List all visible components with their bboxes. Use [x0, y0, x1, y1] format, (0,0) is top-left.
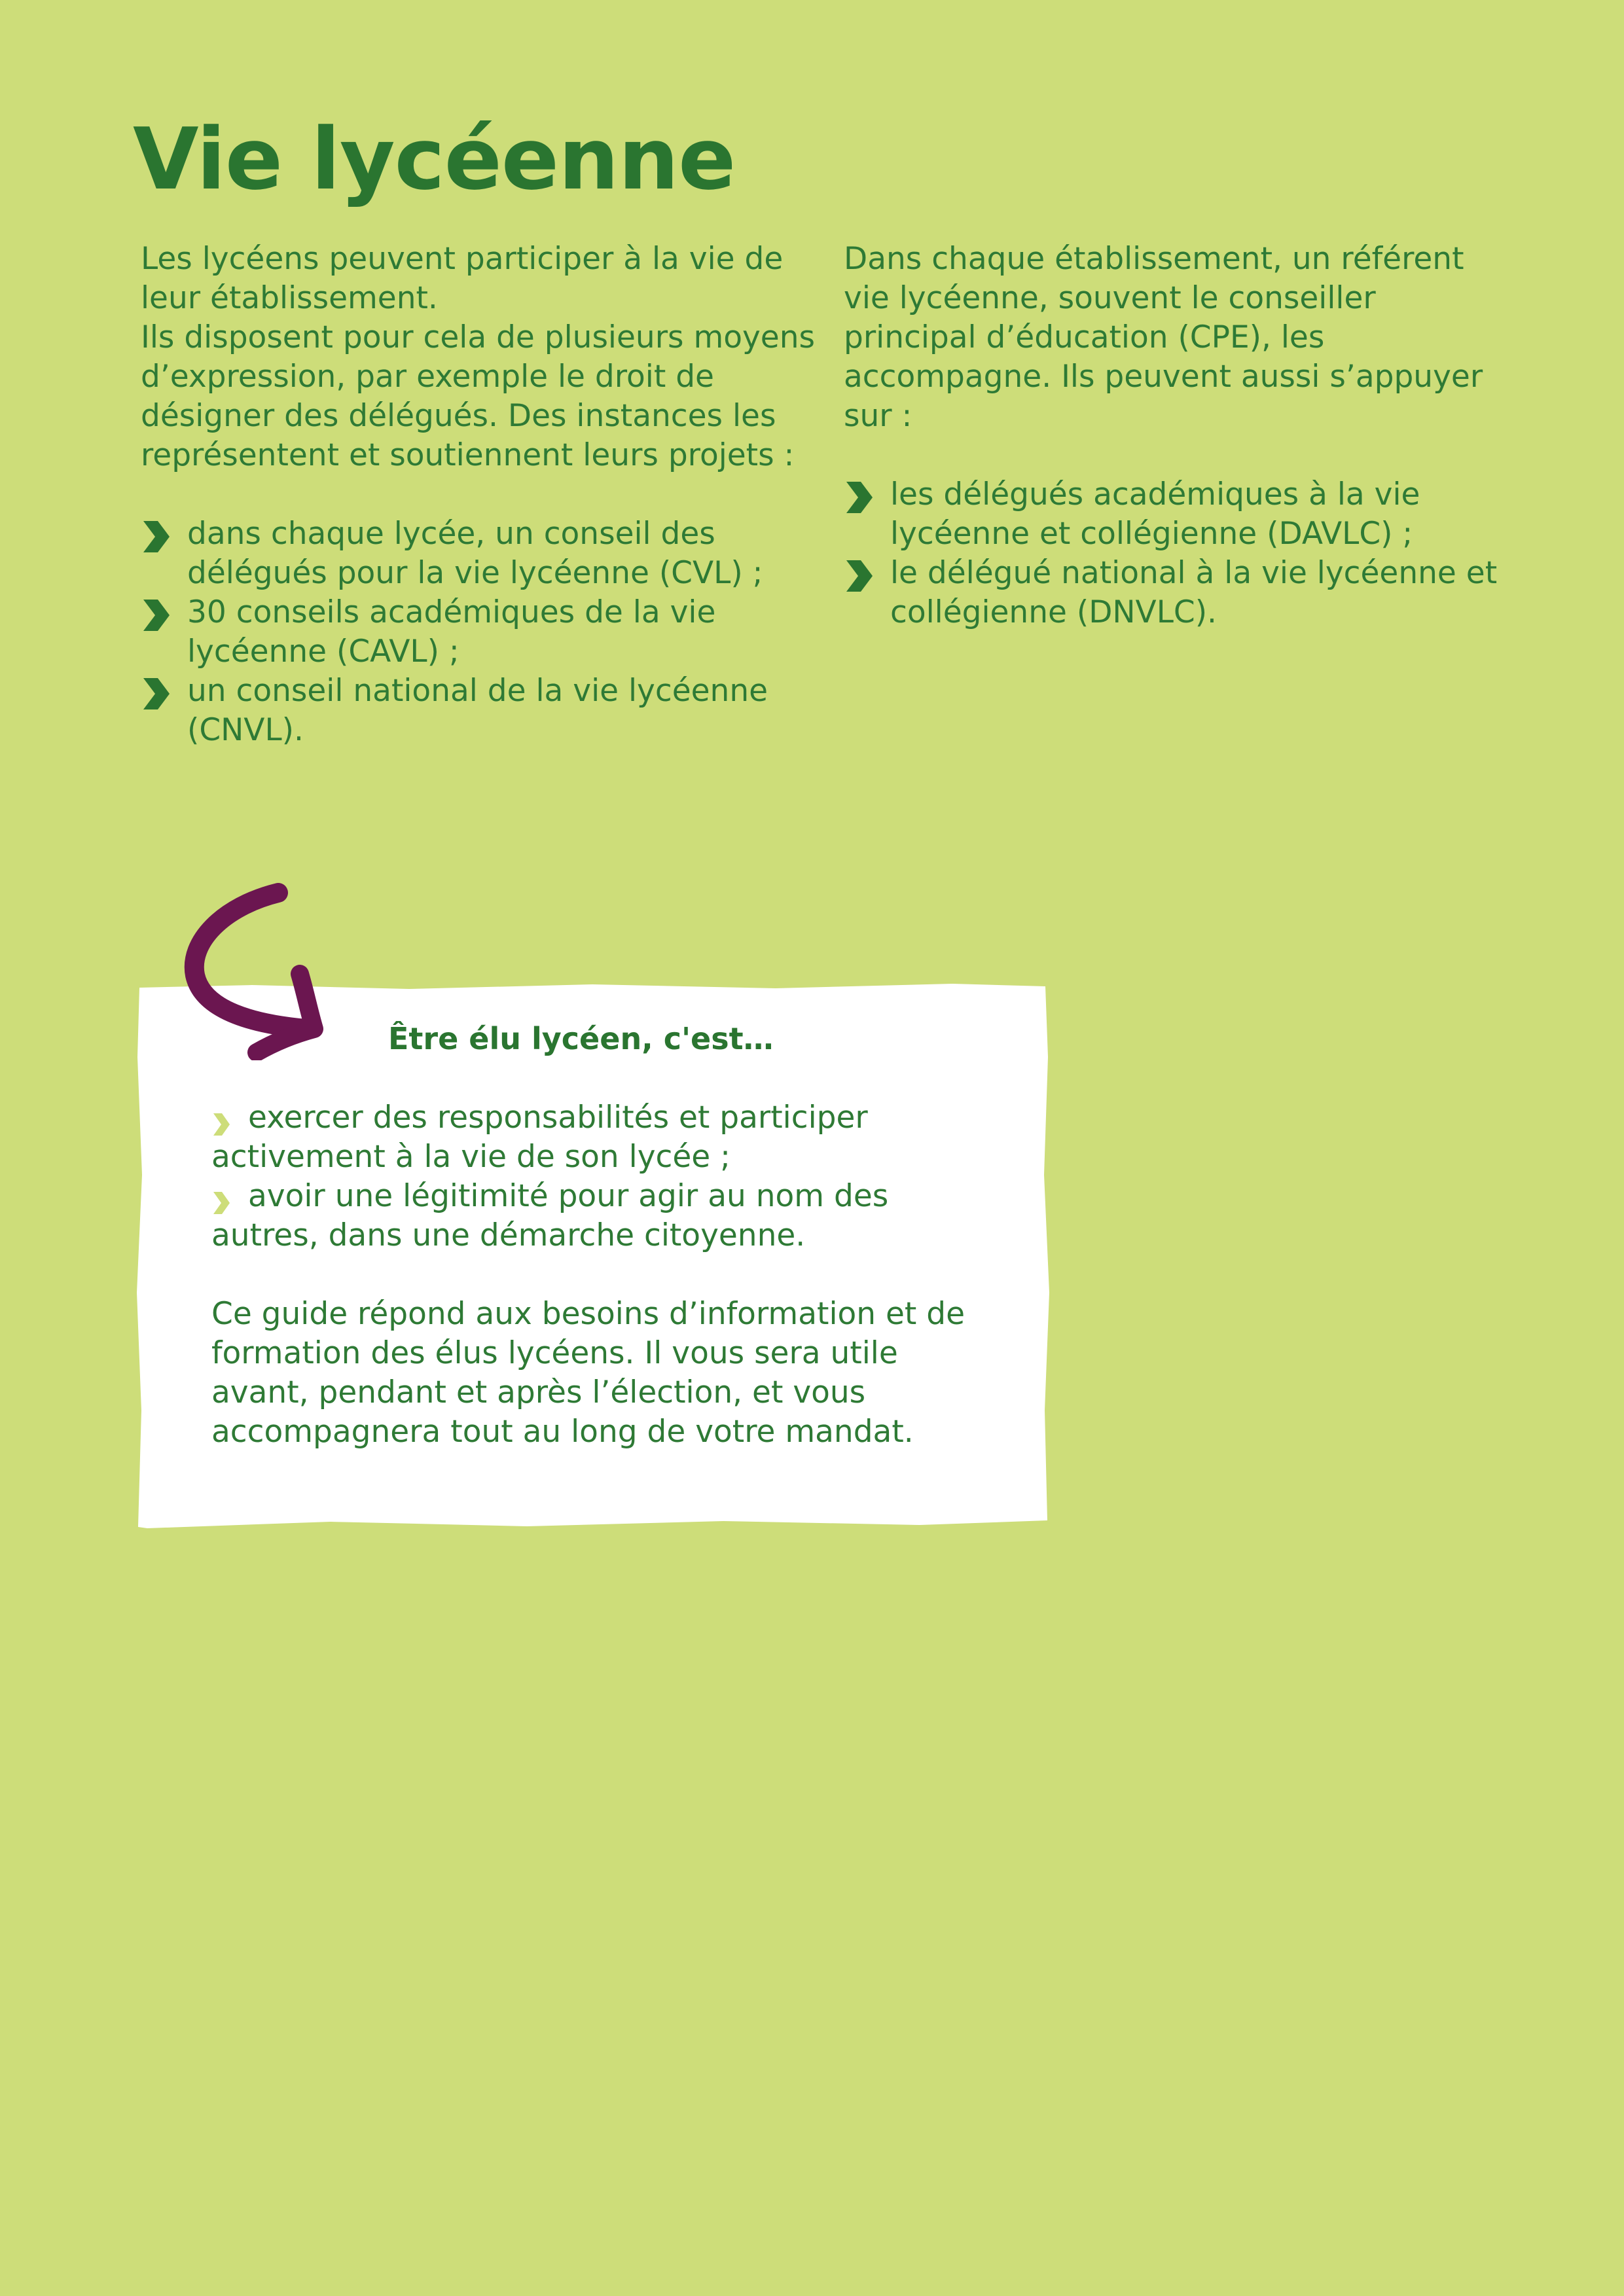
page-title: Vie lycéenne — [133, 109, 736, 209]
chevron-right-icon — [141, 676, 171, 711]
list-item — [141, 514, 815, 593]
left-column — [141, 240, 815, 750]
callout-content — [134, 978, 1051, 1532]
list-item-text: exercer des responsabilités et participer activement à la vie de son lycée ; — [211, 1100, 868, 1175]
callout-paragraph: Ce guide répond aux besoins d’information et de formation des élus lycéens. Il vous sera utile avant, pendant et après l’élection, et vous accompagnera tout au long de votre mandat. — [211, 1296, 965, 1450]
list-item-text: un conseil national de la vie lycéenne (CNVL). — [187, 673, 768, 748]
delegates-list — [844, 475, 1505, 632]
list-item — [844, 475, 1505, 554]
curved-arrow-icon — [183, 877, 347, 1060]
list-item — [141, 672, 815, 750]
callout-list — [211, 1098, 984, 1255]
chevron-right-icon — [844, 480, 874, 515]
means-paragraph: Ils disposent pour cela de plusieurs moyens d’expression, par exemple le droit de désigner des délégués. Des instances les représentent et soutiennent leurs projets : — [141, 319, 815, 473]
callout-card — [134, 978, 1051, 1532]
list-item-text: avoir une légitimité pour agir au nom des autres, dans une démarche citoyenne. — [211, 1178, 889, 1253]
list-item-text: le délégué national à la vie lycéenne et collégienne (DNVLC). — [890, 555, 1498, 630]
list-item — [141, 593, 815, 672]
list-item — [211, 1098, 984, 1177]
intro-paragraph: Les lycéens peuvent participer à la vie de leur établissement. — [141, 241, 784, 316]
right-column — [844, 240, 1505, 632]
chevron-right-icon — [141, 598, 171, 633]
list-item-text: les délégués académiques à la vie lycéenne et collégienne (DAVLC) ; — [890, 476, 1420, 552]
instances-list — [141, 514, 815, 750]
list-item-text: 30 conseils académiques de la vie lycéenne (CAVL) ; — [187, 594, 716, 670]
callout-heading: Être élu lycéen, c'est… — [388, 1021, 774, 1056]
callout-body — [211, 1098, 984, 1452]
chevron-right-icon — [141, 519, 171, 554]
list-item-text: dans chaque lycée, un conseil des délégués pour la vie lycéenne (CVL) ; — [187, 516, 763, 591]
chevron-right-icon — [211, 1107, 231, 1132]
referent-paragraph: Dans chaque établissement, un référent vie lycéenne, souvent le conseiller principal d’éducation (CPE), les accompagne. Ils peuvent aussi s’appuyer sur : — [844, 241, 1483, 434]
chevron-right-icon — [844, 558, 874, 594]
list-item — [844, 554, 1505, 632]
chevron-right-icon — [211, 1186, 231, 1211]
list-item — [211, 1177, 984, 1255]
